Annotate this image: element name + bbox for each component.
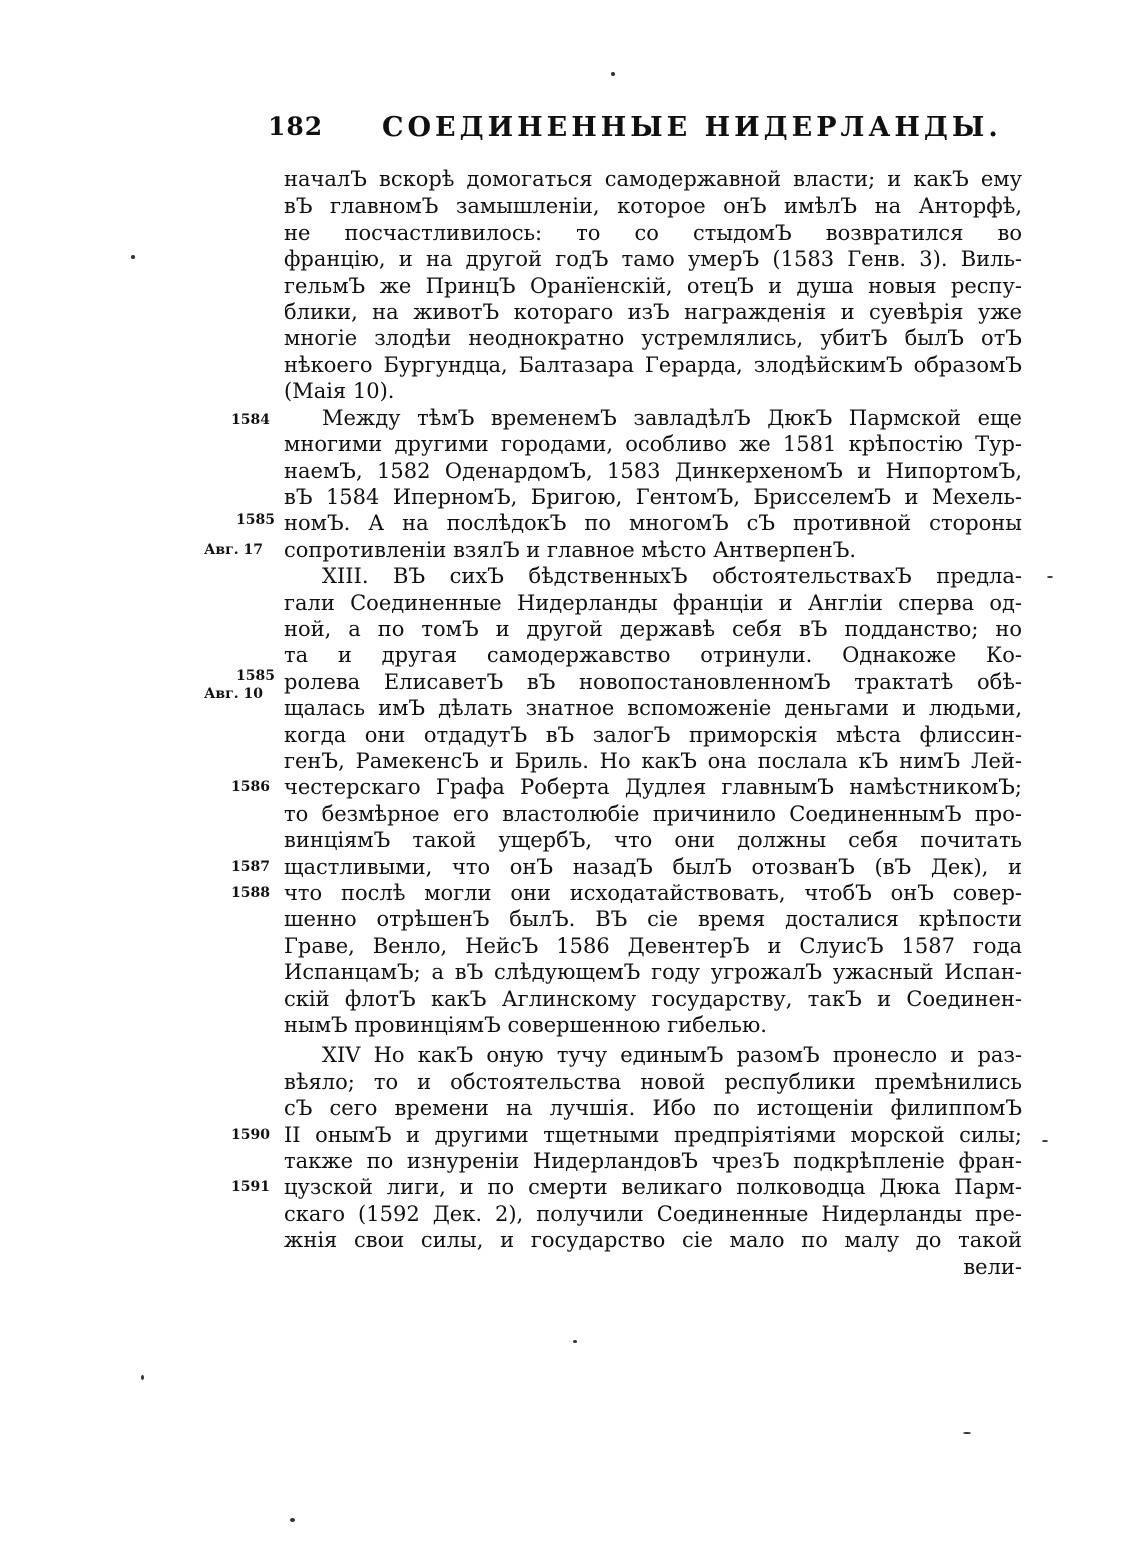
ink-speck bbox=[290, 1518, 295, 1522]
margin-year: 1585 bbox=[236, 512, 275, 528]
text-line: Граве, Венло, НейсЪ 1586 ДевентерЪ и СлуисЪ 1587 года bbox=[284, 934, 1022, 958]
text-line: наемЪ, 1582 ОденардомЪ, 1583 ДинкерхеномЪ и НипортомЪ, bbox=[284, 459, 1022, 483]
text-line: то безмѣрное его властолюбіе причинило СоединеннымЪ про- bbox=[284, 802, 1022, 826]
text-line: гельмЪ же ПринцЪ Оранїенскій, отецЪ и душа новыя респу- bbox=[284, 274, 1022, 298]
text-line: вЪ главномЪ замышленіи, которое онЪ имѣлЪ на Анторфѣ, bbox=[284, 194, 1022, 218]
text-line: что послѣ могли они исходатайствовать, чтобЪ онЪ совер- bbox=[284, 881, 1022, 905]
margin-date: Авг. 10 bbox=[204, 686, 263, 702]
ink-speck bbox=[1042, 1140, 1048, 1142]
text-line: нымЪ провинціямЪ совершенною гибелью. bbox=[284, 1013, 767, 1037]
running-title: СОЕДИНЕННЫЕ НИДЕРЛАНДЫ. bbox=[382, 112, 1002, 143]
text-line: сЪ сего времени на лучшія. Ибо по истощеніи филиппомЪ bbox=[284, 1096, 1022, 1120]
text-line: многіе злодѣи неоднократно устремлялись, убитЪ былЪ отЪ bbox=[284, 326, 1022, 350]
ink-speck bbox=[1047, 576, 1053, 578]
ink-speck bbox=[611, 72, 615, 76]
text-line: вѣяло; то и обстоятельства новой республики премѣнились bbox=[284, 1070, 1022, 1094]
margin-year: 1590 bbox=[231, 1127, 270, 1143]
text-line: скаго (1592 Дек. 2), получили Соединенные Нидерланды пре- bbox=[284, 1202, 1022, 1226]
text-line: сопротивленіи взялЪ и главное мѣсто АнтверпенЪ. bbox=[284, 538, 857, 562]
page-header bbox=[0, 112, 1140, 152]
text-line: шенно отрѣшенЪ былЪ. ВЪ сіе время досталися крѣпости bbox=[284, 907, 1022, 931]
margin-year: 1586 bbox=[231, 779, 270, 795]
text-line: нѣкоего Бургундца, Балтазара Герарда, злодѣйскимЪ образомЪ bbox=[284, 353, 1022, 377]
text-line: генЪ, РамекенсЪ и Бриль. Но какЪ она послала кЪ нимЪ Лей- bbox=[284, 749, 1022, 773]
text-line: ИспанцамЪ; а вЪ слѣдующемЪ году угрожалЪ ужасный Испан- bbox=[284, 960, 1022, 984]
text-line: честерскаго Графа Роберта Дудлея главнымЪ намѣстникомЪ; bbox=[284, 775, 1022, 799]
text-line: многими другими городами, особливо же 1581 крѣпостію Тур- bbox=[284, 432, 1022, 456]
text-line: щалась имЪ дѣлать знатное вспоможеніе деньгами и людьми, bbox=[284, 696, 1022, 720]
text-line: винціямЪ такой ущербЪ, что они должны себя почитать bbox=[284, 828, 1022, 852]
text-line: цузской лиги, и по смерти великаго полководца Дюка Парм- bbox=[284, 1175, 1022, 1199]
text-line: жнія свои силы, и государство сіе мало по малу до такой bbox=[284, 1228, 1022, 1252]
text-line: блики, на животЪ котораго изЪ награжденія и суевѣрія уже bbox=[284, 300, 1022, 324]
text-line: ной, а по томЪ и другой державѣ себя вЪ подданство; но bbox=[284, 617, 1022, 641]
text-line: номЪ. А на послѣдокЪ по многомЪ сЪ противной стороны bbox=[284, 511, 1022, 535]
text-line: францію, и на другой годЪ тамо умерЪ (1583 Генв. 3). Виль- bbox=[284, 247, 1022, 271]
text-line: II онымЪ и другими тщетными предпріятіями морской силы; bbox=[284, 1123, 1022, 1147]
margin-year: 1588 bbox=[231, 885, 270, 901]
ink-speck bbox=[573, 1340, 577, 1343]
ink-speck bbox=[141, 1375, 144, 1380]
ink-speck bbox=[131, 255, 135, 259]
margin-year: 1587 bbox=[231, 859, 270, 875]
text-line: вЪ 1584 ИперномЪ, Бригою, ГентомЪ, БрисселемЪ и Мехель- bbox=[284, 485, 1022, 509]
text-line: (Маія 10). bbox=[284, 379, 395, 403]
text-line: не посчастливилось: то со стыдомЪ возвратился во bbox=[284, 221, 1022, 245]
margin-year: 1585 bbox=[236, 668, 275, 684]
text-line: Между тѣмЪ временемЪ завладѣлЪ ДюкЪ Пармской еще bbox=[322, 406, 1022, 430]
ink-speck bbox=[963, 1432, 971, 1434]
text-line: когда они отдадутЪ вЪ залогЪ приморскія мѣста флиссин- bbox=[284, 723, 1022, 747]
margin-year: 1584 bbox=[231, 412, 270, 428]
text-line: скій флотЪ какЪ Аглинскому государству, такЪ и Соединен- bbox=[284, 987, 1022, 1011]
text-line: XIII. ВЪ сихЪ бѣдственныхЪ обстоятельствахЪ предла- bbox=[322, 564, 1022, 588]
margin-date: Авг. 17 bbox=[204, 542, 263, 558]
page-number: 182 bbox=[268, 112, 324, 141]
text-line: также по изнуреніи НидерландовЪ чрезЪ подкрѣпленіе фран- bbox=[284, 1149, 1022, 1173]
margin-year: 1591 bbox=[231, 1179, 270, 1195]
text-line: гали Соединенные Нидерланды франціи и Англіи сперва од- bbox=[284, 591, 1022, 615]
text-line: та и другая самодержавство отринули. Однакоже Ко- bbox=[284, 643, 1022, 667]
catchword: вели- bbox=[963, 1255, 1022, 1279]
text-line: ролева ЕлисаветЪ вЪ новопостановленномЪ трактатѣ обѣ- bbox=[284, 670, 1022, 694]
text-line: началЪ вскорѣ домогаться самодержавной власти; и какЪ ему bbox=[284, 167, 1022, 191]
text-line: щастливыми, что онЪ назадЪ былЪ отозванЪ (вЪ Дек), и bbox=[284, 855, 1022, 879]
text-line: XIV Но какЪ оную тучу единымЪ разомЪ пронесло и раз- bbox=[322, 1043, 1022, 1067]
